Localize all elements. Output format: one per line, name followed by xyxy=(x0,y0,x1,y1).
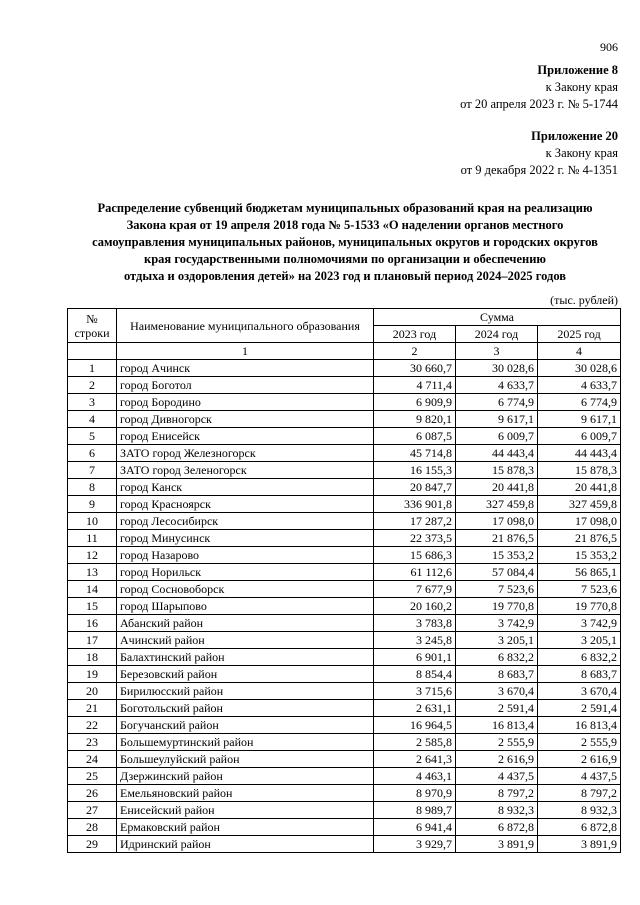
amount-2024-cell: 21 876,5 xyxy=(456,530,538,547)
row-number-cell: 4 xyxy=(68,411,117,428)
amount-2024-cell: 3 891,9 xyxy=(456,836,538,853)
units-label: (тыс. рублей) xyxy=(550,293,618,307)
row-number-cell: 26 xyxy=(68,785,117,802)
row-number-cell: 13 xyxy=(68,564,117,581)
header-year-2023: 2023 год xyxy=(374,326,456,343)
amount-2023-cell: 6 901,1 xyxy=(374,649,456,666)
amount-2023-cell: 2 585,8 xyxy=(374,734,456,751)
municipality-name-cell: Большемуртинский район xyxy=(117,734,374,751)
table-row xyxy=(68,377,621,394)
amount-2024-cell: 327 459,8 xyxy=(456,496,538,513)
amount-2024-cell: 6 009,7 xyxy=(456,428,538,445)
amount-2024-cell: 16 813,4 xyxy=(456,717,538,734)
municipality-name-cell: Енисейский район xyxy=(117,802,374,819)
amount-2024-cell: 3 670,4 xyxy=(456,683,538,700)
header-row-number: № строки xyxy=(68,309,117,343)
table-row xyxy=(68,496,621,513)
amount-2024-cell: 17 098,0 xyxy=(456,513,538,530)
municipality-name-cell: город Лесосибирск xyxy=(117,513,374,530)
appendix-current-header xyxy=(460,62,618,113)
municipality-name-cell: Большеулуйский район xyxy=(117,751,374,768)
row-number-cell: 22 xyxy=(68,717,117,734)
header-municipality-name: Наименование муниципального образования xyxy=(117,309,374,343)
header-sum: Сумма xyxy=(374,309,621,326)
row-number-cell: 16 xyxy=(68,615,117,632)
table-row xyxy=(68,394,621,411)
municipality-name-cell: город Боготол xyxy=(117,377,374,394)
amount-2023-cell: 15 686,3 xyxy=(374,547,456,564)
amount-2023-cell: 20 847,7 xyxy=(374,479,456,496)
table-row xyxy=(68,819,621,836)
amount-2023-cell: 2 641,3 xyxy=(374,751,456,768)
amount-2024-cell: 44 443,4 xyxy=(456,445,538,462)
amount-2024-cell: 20 441,8 xyxy=(456,479,538,496)
table-row xyxy=(68,360,621,377)
row-number-cell: 11 xyxy=(68,530,117,547)
amount-2025-cell: 15 353,2 xyxy=(538,547,621,564)
amount-2024-cell: 7 523,6 xyxy=(456,581,538,598)
amount-2025-cell: 56 865,1 xyxy=(538,564,621,581)
amount-2023-cell: 3 245,8 xyxy=(374,632,456,649)
row-number-cell: 18 xyxy=(68,649,117,666)
amount-2025-cell: 9 617,1 xyxy=(538,411,621,428)
row-number-cell: 3 xyxy=(68,394,117,411)
header-year-2025: 2025 год xyxy=(538,326,621,343)
title-line: края государственными полномочиями по организации и обеспечению xyxy=(144,252,546,266)
appendix-law-date: от 20 апреля 2023 г. № 5-1744 xyxy=(460,97,618,111)
amount-2023-cell: 3 783,8 xyxy=(374,615,456,632)
table-row xyxy=(68,530,621,547)
table-row xyxy=(68,802,621,819)
title-line: Закона края от 19 апреля 2018 года № 5-1533 «О наделении органов местного xyxy=(126,218,564,232)
table-row xyxy=(68,462,621,479)
row-number-cell: 2 xyxy=(68,377,117,394)
amount-2025-cell: 6 009,7 xyxy=(538,428,621,445)
municipality-name-cell: Дзержинский район xyxy=(117,768,374,785)
table-row xyxy=(68,411,621,428)
appendix-law-reference: к Закону края xyxy=(545,80,618,94)
row-number-cell: 7 xyxy=(68,462,117,479)
amount-2023-cell: 61 112,6 xyxy=(374,564,456,581)
table-row xyxy=(68,734,621,751)
amount-2024-cell: 30 028,6 xyxy=(456,360,538,377)
amount-2023-cell: 6 941,4 xyxy=(374,819,456,836)
municipality-name-cell: город Назарово xyxy=(117,547,374,564)
amount-2025-cell: 20 441,8 xyxy=(538,479,621,496)
amount-2023-cell: 17 287,2 xyxy=(374,513,456,530)
table-row xyxy=(68,785,621,802)
municipality-name-cell: город Красноярск xyxy=(117,496,374,513)
row-number-cell: 10 xyxy=(68,513,117,530)
amount-2024-cell: 2 591,4 xyxy=(456,700,538,717)
amount-2025-cell: 8 932,3 xyxy=(538,802,621,819)
municipality-name-cell: Боготольский район xyxy=(117,700,374,717)
row-number-cell: 20 xyxy=(68,683,117,700)
amount-2024-cell: 2 555,9 xyxy=(456,734,538,751)
column-number: 1 xyxy=(117,343,374,360)
table-body xyxy=(68,360,621,853)
table-row xyxy=(68,632,621,649)
amount-2025-cell: 2 616,9 xyxy=(538,751,621,768)
title-line: самоуправления муниципальных районов, муниципальных округов и городских округов xyxy=(92,235,598,249)
row-number-cell: 9 xyxy=(68,496,117,513)
amount-2025-cell: 4 633,7 xyxy=(538,377,621,394)
column-number: 4 xyxy=(538,343,621,360)
amount-2024-cell: 6 872,8 xyxy=(456,819,538,836)
table-row xyxy=(68,751,621,768)
row-number-cell: 29 xyxy=(68,836,117,853)
row-number-cell: 28 xyxy=(68,819,117,836)
amount-2023-cell: 3 929,7 xyxy=(374,836,456,853)
column-number xyxy=(68,343,117,360)
amount-2025-cell: 21 876,5 xyxy=(538,530,621,547)
municipality-name-cell: ЗАТО город Железногорск xyxy=(117,445,374,462)
appendix-title: Приложение 20 xyxy=(531,129,618,143)
table-row xyxy=(68,598,621,615)
municipality-name-cell: город Бородино xyxy=(117,394,374,411)
amount-2025-cell: 8 683,7 xyxy=(538,666,621,683)
amount-2023-cell: 45 714,8 xyxy=(374,445,456,462)
row-number-cell: 25 xyxy=(68,768,117,785)
municipality-name-cell: город Ачинск xyxy=(117,360,374,377)
table-row xyxy=(68,513,621,530)
municipality-name-cell: город Норильск xyxy=(117,564,374,581)
municipality-name-cell: Богучанский район xyxy=(117,717,374,734)
amount-2023-cell: 9 820,1 xyxy=(374,411,456,428)
column-number: 3 xyxy=(456,343,538,360)
amount-2025-cell: 6 872,8 xyxy=(538,819,621,836)
amount-2023-cell: 8 854,4 xyxy=(374,666,456,683)
row-number-cell: 12 xyxy=(68,547,117,564)
row-number-cell: 23 xyxy=(68,734,117,751)
appendix-law-date: от 9 декабря 2022 г. № 4-1351 xyxy=(460,163,618,177)
municipality-name-cell: город Шарыпово xyxy=(117,598,374,615)
municipality-name-cell: город Енисейск xyxy=(117,428,374,445)
amount-2023-cell: 16 155,3 xyxy=(374,462,456,479)
amount-2025-cell: 4 437,5 xyxy=(538,768,621,785)
table-row xyxy=(68,649,621,666)
amount-2024-cell: 15 878,3 xyxy=(456,462,538,479)
table-row xyxy=(68,700,621,717)
row-number-cell: 8 xyxy=(68,479,117,496)
amount-2023-cell: 22 373,5 xyxy=(374,530,456,547)
amount-2023-cell: 30 660,7 xyxy=(374,360,456,377)
amount-2024-cell: 6 832,2 xyxy=(456,649,538,666)
municipality-name-cell: Балахтинский район xyxy=(117,649,374,666)
amount-2024-cell: 15 353,2 xyxy=(456,547,538,564)
header-year-2024: 2024 год xyxy=(456,326,538,343)
amount-2025-cell: 3 670,4 xyxy=(538,683,621,700)
row-number-cell: 15 xyxy=(68,598,117,615)
amount-2023-cell: 2 631,1 xyxy=(374,700,456,717)
table-row xyxy=(68,564,621,581)
appendix-title: Приложение 8 xyxy=(537,63,618,77)
amount-2025-cell: 6 774,9 xyxy=(538,394,621,411)
amount-2023-cell: 7 677,9 xyxy=(374,581,456,598)
amount-2023-cell: 4 463,1 xyxy=(374,768,456,785)
title-line: Распределение субвенций бюджетам муниципальных образований края на реализацию xyxy=(97,201,593,215)
municipality-name-cell: город Минусинск xyxy=(117,530,374,547)
row-number-cell: 6 xyxy=(68,445,117,462)
amount-2023-cell: 6 909,9 xyxy=(374,394,456,411)
amount-2025-cell: 327 459,8 xyxy=(538,496,621,513)
amount-2025-cell: 44 443,4 xyxy=(538,445,621,462)
table-row xyxy=(68,717,621,734)
table-row xyxy=(68,581,621,598)
title-line: отдыха и оздоровления детей» на 2023 год и плановый период 2024–2025 годов xyxy=(123,269,567,283)
table-row xyxy=(68,479,621,496)
amount-2024-cell: 9 617,1 xyxy=(456,411,538,428)
amount-2025-cell: 3 891,9 xyxy=(538,836,621,853)
appendix-law-reference: к Закону края xyxy=(545,146,618,160)
table-row xyxy=(68,547,621,564)
row-number-cell: 19 xyxy=(68,666,117,683)
row-number-cell: 24 xyxy=(68,751,117,768)
amount-2024-cell: 8 932,3 xyxy=(456,802,538,819)
amount-2024-cell: 8 797,2 xyxy=(456,785,538,802)
table-header-row xyxy=(68,309,621,326)
table-row xyxy=(68,445,621,462)
amount-2024-cell: 3 742,9 xyxy=(456,615,538,632)
appendix-original-header xyxy=(461,128,618,179)
amount-2025-cell: 3 742,9 xyxy=(538,615,621,632)
municipality-name-cell: ЗАТО город Зеленогорск xyxy=(117,462,374,479)
row-number-cell: 17 xyxy=(68,632,117,649)
amount-2025-cell: 17 098,0 xyxy=(538,513,621,530)
amount-2023-cell: 4 711,4 xyxy=(374,377,456,394)
municipality-name-cell: Ермаковский район xyxy=(117,819,374,836)
amount-2024-cell: 19 770,8 xyxy=(456,598,538,615)
municipality-name-cell: Березовский район xyxy=(117,666,374,683)
table-row xyxy=(68,836,621,853)
amount-2023-cell: 336 901,8 xyxy=(374,496,456,513)
amount-2025-cell: 16 813,4 xyxy=(538,717,621,734)
amount-2024-cell: 4 633,7 xyxy=(456,377,538,394)
municipality-name-cell: город Канск xyxy=(117,479,374,496)
amount-2024-cell: 4 437,5 xyxy=(456,768,538,785)
amount-2024-cell: 2 616,9 xyxy=(456,751,538,768)
amount-2024-cell: 3 205,1 xyxy=(456,632,538,649)
amount-2025-cell: 8 797,2 xyxy=(538,785,621,802)
municipality-name-cell: Идринский район xyxy=(117,836,374,853)
row-number-cell: 27 xyxy=(68,802,117,819)
amount-2025-cell: 2 555,9 xyxy=(538,734,621,751)
municipality-name-cell: Емельяновский район xyxy=(117,785,374,802)
amount-2024-cell: 8 683,7 xyxy=(456,666,538,683)
table-column-numbers-row xyxy=(68,343,621,360)
amount-2023-cell: 3 715,6 xyxy=(374,683,456,700)
row-number-cell: 14 xyxy=(68,581,117,598)
subsidy-table xyxy=(67,308,621,853)
row-number-cell: 1 xyxy=(68,360,117,377)
amount-2025-cell: 3 205,1 xyxy=(538,632,621,649)
table-row xyxy=(68,768,621,785)
amount-2023-cell: 16 964,5 xyxy=(374,717,456,734)
amount-2025-cell: 2 591,4 xyxy=(538,700,621,717)
amount-2023-cell: 6 087,5 xyxy=(374,428,456,445)
document-title xyxy=(70,200,620,285)
amount-2025-cell: 15 878,3 xyxy=(538,462,621,479)
table-row xyxy=(68,615,621,632)
column-number: 2 xyxy=(374,343,456,360)
amount-2025-cell: 6 832,2 xyxy=(538,649,621,666)
municipality-name-cell: город Дивногорск xyxy=(117,411,374,428)
row-number-cell: 21 xyxy=(68,700,117,717)
amount-2024-cell: 6 774,9 xyxy=(456,394,538,411)
municipality-name-cell: Ачинский район xyxy=(117,632,374,649)
table-row xyxy=(68,666,621,683)
table-row xyxy=(68,428,621,445)
amount-2024-cell: 57 084,4 xyxy=(456,564,538,581)
amount-2023-cell: 20 160,2 xyxy=(374,598,456,615)
amount-2023-cell: 8 970,9 xyxy=(374,785,456,802)
municipality-name-cell: город Сосновоборск xyxy=(117,581,374,598)
amount-2025-cell: 30 028,6 xyxy=(538,360,621,377)
page-number: 906 xyxy=(600,40,618,54)
municipality-name-cell: Бирилюсский район xyxy=(117,683,374,700)
amount-2023-cell: 8 989,7 xyxy=(374,802,456,819)
table-row xyxy=(68,683,621,700)
row-number-cell: 5 xyxy=(68,428,117,445)
amount-2025-cell: 19 770,8 xyxy=(538,598,621,615)
municipality-name-cell: Абанский район xyxy=(117,615,374,632)
amount-2025-cell: 7 523,6 xyxy=(538,581,621,598)
